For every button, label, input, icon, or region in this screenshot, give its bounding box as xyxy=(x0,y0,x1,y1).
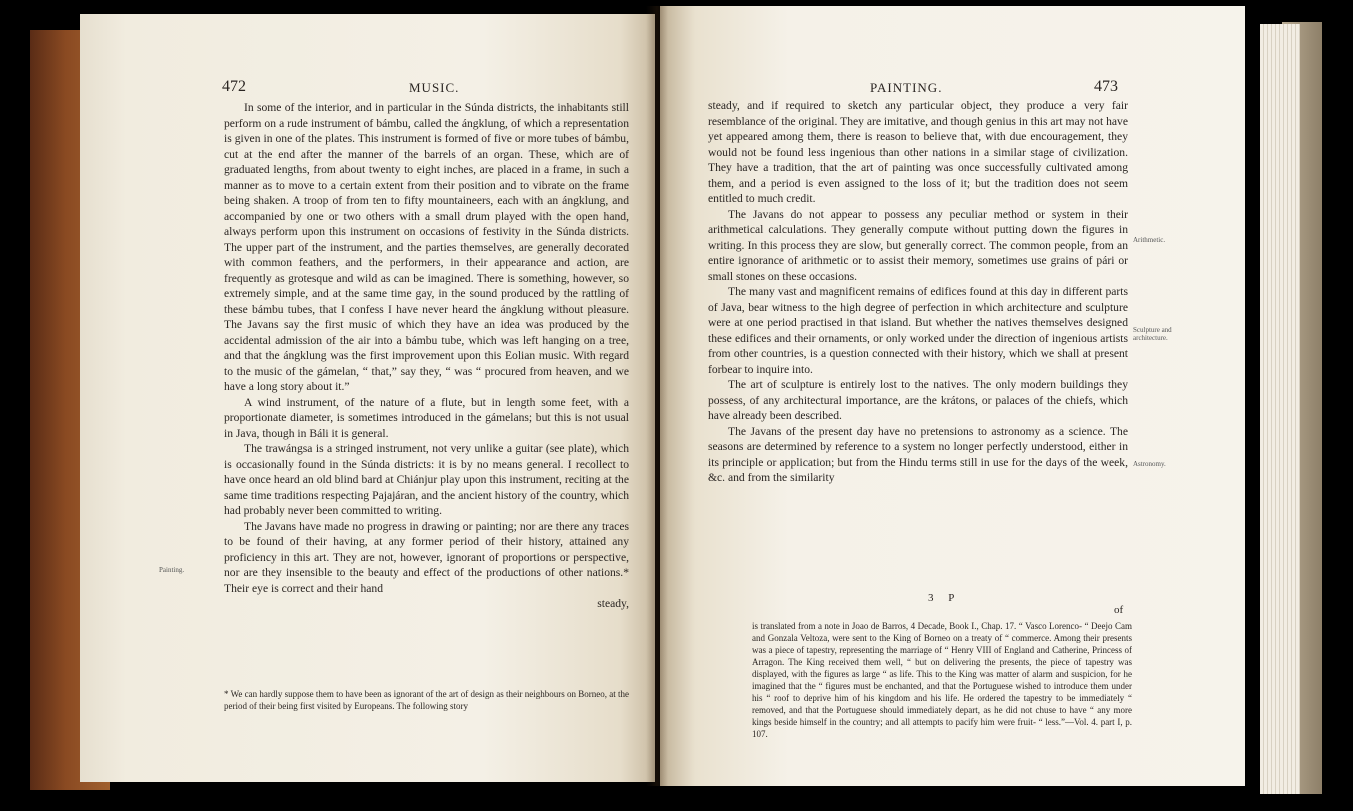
catchword: steady, xyxy=(597,597,629,610)
paragraph: The Javans of the present day have no pretensions to astronomy as a science. The seasons are determined by reference to a system no longer perfectly understood, either in its principle or application; but from the Hindu terms still in use for the days of the week, &c. and from the similarity xyxy=(708,424,1128,484)
margin-note-astronomy: Astronomy. xyxy=(1133,460,1166,468)
book-gutter xyxy=(646,6,668,786)
paragraph: The trawángsa is a stringed instrument, not very unlike a guitar (see plate), which is occasionally found in the Súnda districts: it is by no means general. I recollect to have once heard an old blind bard at Chiánjur play upon this instrument, reciting at the same time traditions respecting Pajajáran, and the ancient history of the country, which had probably never been committed to writing. xyxy=(224,442,629,517)
left-running-header: MUSIC. xyxy=(409,80,460,95)
paragraph: steady, and if required to sketch any particular object, they produce a very fair resemblance of the original. They are imitative, and though genius in this art may not have yet appeared among them, there is reason to believe that, with due encouragement, they would not be found less ingenious than other nations in a similar stage of civilization. They have a tradition, that the art of painting was once successfully cultivated among them, and a period is even assigned to the loss of it; but the tradition does not seem entitled to much credit. xyxy=(708,99,1128,205)
catchword: of xyxy=(1114,604,1124,616)
right-page-edges xyxy=(1260,24,1300,794)
paragraph: The many vast and magnificent remains of edifices found at this day in different parts of Java, bear witness to the high degree of perfection in which architecture and sculpture were at one period practised in that island. But whether the natives themselves designed these edifices and their ornaments, or only worked under the direction of ingenious artists from other countries, is a question connected with their history, which we shall at present forbear to inquire into. xyxy=(708,285,1128,376)
margin-note-sculpture: Sculpture and architecture. xyxy=(1133,326,1172,342)
right-footnote xyxy=(752,620,1132,740)
right-body-text xyxy=(708,98,1128,486)
paragraph: In some of the interior, and in particular in the Súnda districts, the inhabitants still perform on a rude instrument of bámbu, called the ángklung, of which a representation is given in one of the plates. This instrument is formed of five or more tubes of bámbu, cut at the end after the manner of the barrels of an organ. These, which are of graduated lengths, from about twenty to eight inches, are placed in a frame, in such a manner as to move to a certain extent from their position and to vibrate on the frame being shaken. A troop of from ten to fifty mountaineers, each with an ángklung, and accompanied by one or two others with a small drum played with the open hand, always perform upon this instrument on occasions of festivity in the Súnda districts. The upper part of the instrument, and the parties themselves, are generally decorated with common feathers, and the performers, in their appearance and action, are frequently as grotesque and wild as can be imagined. There is something, however, so extremely simple, and at the same time gay, in the sound produced by the rattling of these bámbu tubes, that I confess I have never heard the ángklung without pleasure. The Javans say the first music of which they have an idea was produced by the accidental admission of the air into a bámbu tube, which was left hanging on a tree, and that the ángklung was the first improvement upon this Eolian music. With regard to the music of the gámelan, “ that,” say they, “ was “ procured from heaven, and we have a long story about it.” xyxy=(224,101,629,393)
left-footnote xyxy=(224,688,629,712)
margin-note-arithmetic: Arithmetic. xyxy=(1133,236,1166,244)
left-body-text xyxy=(224,100,629,612)
margin-note-painting: Painting. xyxy=(159,566,185,574)
paragraph: The Javans have made no progress in drawing or painting; nor are there any traces to be found of their having, at any former period of their history, attained any proficiency in this art. They are not, however, ignorant of proportions or perspective, nor are they insensible to the beauty and effect of the productions of other nations.* Their eye is correct and their hand xyxy=(224,519,629,595)
paragraph: The Javans do not appear to possess any peculiar method or system in their arithmetical calculations. They generally compute without putting down the figures in writing. In this process they are slow, but generally correct. The common people, from an entire ignorance of arithmetic or to assist their memory, sometimes use grains of pári or small stones on these occasions. xyxy=(708,207,1128,283)
paragraph: A wind instrument, of the nature of a flute, but in length some feet, with a proportionate diameter, is sometimes introduced in the gámelans; but this is not usual in Java, though in Báli it is general. xyxy=(224,395,629,440)
right-running-header: PAINTING. xyxy=(870,80,943,95)
left-page-number: 472 xyxy=(222,78,246,95)
paragraph: The art of sculpture is entirely lost to the natives. The only modern buildings they possess, of any architectural importance, are the krátons, or palaces of the chiefs, which have already been described. xyxy=(708,378,1128,422)
footnote-text: * We can hardly suppose them to have been as ignorant of the art of design as their neighbours on Borneo, at the period of their being first visited by Europeans. The following story xyxy=(224,689,629,711)
footnote-text: is translated from a note in Joao de Barros, 4 Decade, Book I., Chap. 17. “ Vasco Lorenco- “ Deejo Cam and Gonzala Veltoza, were sent to the King of Borneo on a treaty of “ commerce. Among their presents was a piece of tapestry, representing the marriage of “ Henry VIII of England and Catherine, Princess of Arragon. The King received them well, “ but on delivering the presents, the piece of tapestry was displayed, with the figures as large “ as life. This to the King was matter of alarm and suspicion, for he imagined that the “ figures must be enchanted, and that the Portuguese wished to introduce them under his “ roof to deprive him of his kingdom and his life. He ordered the tapestry to be immediately “ removed, and that the Portuguese should immediately depart, as he did not chuse to have “ any more kings beside himself in the country; and all attempts to pacify him were fruit- “ less.”—Vol. 4. part I, p. 107. xyxy=(752,621,1132,739)
right-page-number: 473 xyxy=(1094,78,1118,95)
signature-mark: 3 P xyxy=(928,592,961,604)
